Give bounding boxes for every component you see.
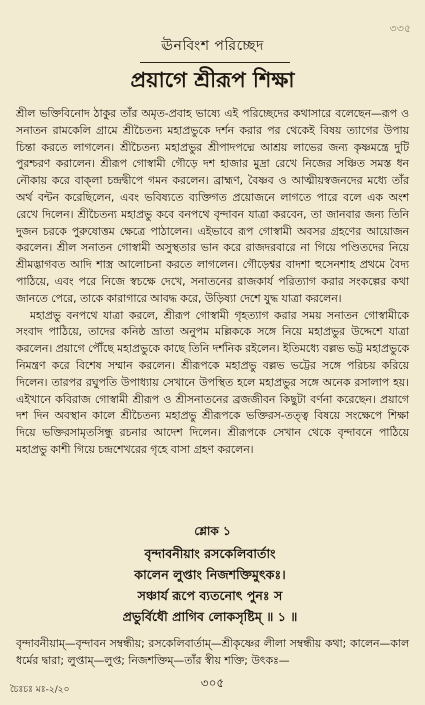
verse-line: বৃন্দাবনীয়াং রসকেলিবার্তাং — [144, 546, 276, 561]
page-number: ৩০৫ — [200, 676, 225, 690]
summary-paragraph: শ্রীল ভক্তিবিনোদ ঠাকুর তাঁর অমৃত-প্রবাহ ভাষ্যে এই পরিচ্ছেদের কথাসারে বলেছেন—রূপ ও সনাতন রামকেলি গ্রামে শ্রীচৈতন্য মহাপ্রভুকে দর্শন করার পর থেকেই বিষয় ত্যাগের উপায় চিন্তা করতে লাগলেন। শ্রীচৈতন্য মহাপ্রভুর শ্রীপাদপদ্মে আশ্রয় লাভের জন্য কৃষ্ণমন্ত্রে দুটি পুরশ্চরণ করালেন। শ্রীরূপ গোস্বামী গৌড়ে দশ হাজার মুদ্রা রেখে নিজের সঞ্চিত সমস্ত ধন নৌকায় করে বাক্‌লা চন্দ্রদ্বীপে গমন করলেন। ব্রাহ্মণ, বৈষ্ণব ও আত্মীয়স্বজনদের মধ্যে তাঁর অর্থ বন্টন করেছিলেন, এবং ভবিষ্যতে ব্যক্তিগত প্রয়োজনে লাগতে পারে বলে এক অংশ রেখে দিলেন। শ্রীচৈতন্য মহাপ্রভু কবে বনপথে বৃন্দাবন যাত্রা করবেন, তা জানবার জন্য তিনি দুজন চরকে পুরুষোত্তম ক্ষেত্রে পাঠালেন। এইভাবে রূপ গোস্বামী অবসর গ্রহণের আয়োজন করলেন। শ্রীল সনাতন গোস্বামী অসুস্থতার ভান করে রাজদরবারে না গিয়ে পণ্ডিতদের নিয়ে শ্রীমদ্ভাগবত আদি শাস্ত্র আলোচনা করতে লাগলেন। গৌড়েশ্বর বাদশা হুসেনশাহ প্রথমে বৈদ্য পাঠিয়ে, এবং পরে নিজে স্বচক্ষে দেখে, সনাতনের রাজকার্য পরিত্যাগ করার সংকল্পের কথা জানতে পেরে, তাকে কারাগারে আবদ্ধ করে, উড়িষ্যা দেশে যুদ্ধ যাত্রা করলেন। — [16, 107, 409, 305]
verse-heading: শ্লোক ১ — [194, 524, 231, 538]
footer-reference: চৈঃচঃ মঃ-২/২০ — [10, 685, 70, 695]
verse-block — [60, 543, 360, 627]
summary-paragraph: মহাপ্রভু বনপথে যাত্রা করলে, শ্রীরূপ গোস্বামী গৃহত্যাগ করার সময় সনাতন গোস্বামীকে সংবাদ পাঠিয়ে, তাদের কনিষ্ঠ ভ্রাতা অনুপম মল্লিককে সঙ্গে নিয়ে মহাপ্রভুর উদ্দেশে যাত্রা করলেন। প্রয়াগে পৌঁছে মহাপ্রভুকে কাছে তিনি দর্শনিক রইলেন। ইতিমধ্যে বল্লভ ভট্ট মহাপ্রভুকে নিমন্ত্রণ করে বিশেষ সম্মান করলেন। শ্রীরূপকে মহাপ্রভু বল্লভ ভট্টের সঙ্গে পরিচয় করিয়ে দিলেন। তারপর রঘুপতি উপাধ্যায় সেখানে উপস্থিত হলে মহাপ্রভুর সঙ্গে অনেক রসালাপ হয়। এইখানে কবিরাজ গোস্বামী শ্রীরূপ ও শ্রীসনাতনের ব্রজজীবন কিছুটা বর্ণনা করেছেন। প্রয়াগে দশ দিন অবস্থান কালে শ্রীচৈতন্য মহাপ্রভু শ্রীরূপকে ভক্তিরস-তত্ত্ব বিষয়ে সংক্ষেপে শিক্ষা দিয়ে ভক্তিরসামৃতসিন্ধু রচনার আদেশ দিলেন। শ্রীরূপকে সেখান থেকে বৃন্দাবনে পাঠিয়ে মহাপ্রভু কাশী গিয়ে চন্দ্রশেখরের গৃহে বাসা গ্রহণ করলেন। — [16, 308, 409, 456]
word-meanings: বৃন্দাবনীয়াম্‌—বৃন্দাবন সম্বন্ধীয়; রসকেলিবার্তাম্‌—শ্রীকৃষ্ণের লীলা সম্বন্ধীয় কথা; কালেন—কাল ধর্মের দ্বারা; লুপ্তাম্‌—লুপ্ত; নিজশক্তিম্‌—তাঁর স্বীয় শক্তি; উৎকঃ— — [16, 637, 409, 667]
verse-line: সঞ্চার্য রূপে ব্যতনোৎ পুনঃ স — [137, 588, 283, 603]
title-rule — [140, 62, 290, 63]
verse-line: প্রভুর্বিধৌ প্রাগিব লোকসৃষ্টিম্‌ ॥ ১ ॥ — [122, 609, 298, 624]
summary-text — [16, 106, 409, 459]
corner-page-number: ৩৩৫ — [389, 22, 411, 35]
verse-line: কালেন লুপ্তাং নিজশক্তিমুৎকঃ। — [134, 567, 286, 582]
chapter-heading: ঊনবিংশ পরিচ্ছেদ — [161, 38, 264, 54]
chapter-title: প্রয়াগে শ্রীরূপ শিক্ষা — [130, 68, 295, 92]
